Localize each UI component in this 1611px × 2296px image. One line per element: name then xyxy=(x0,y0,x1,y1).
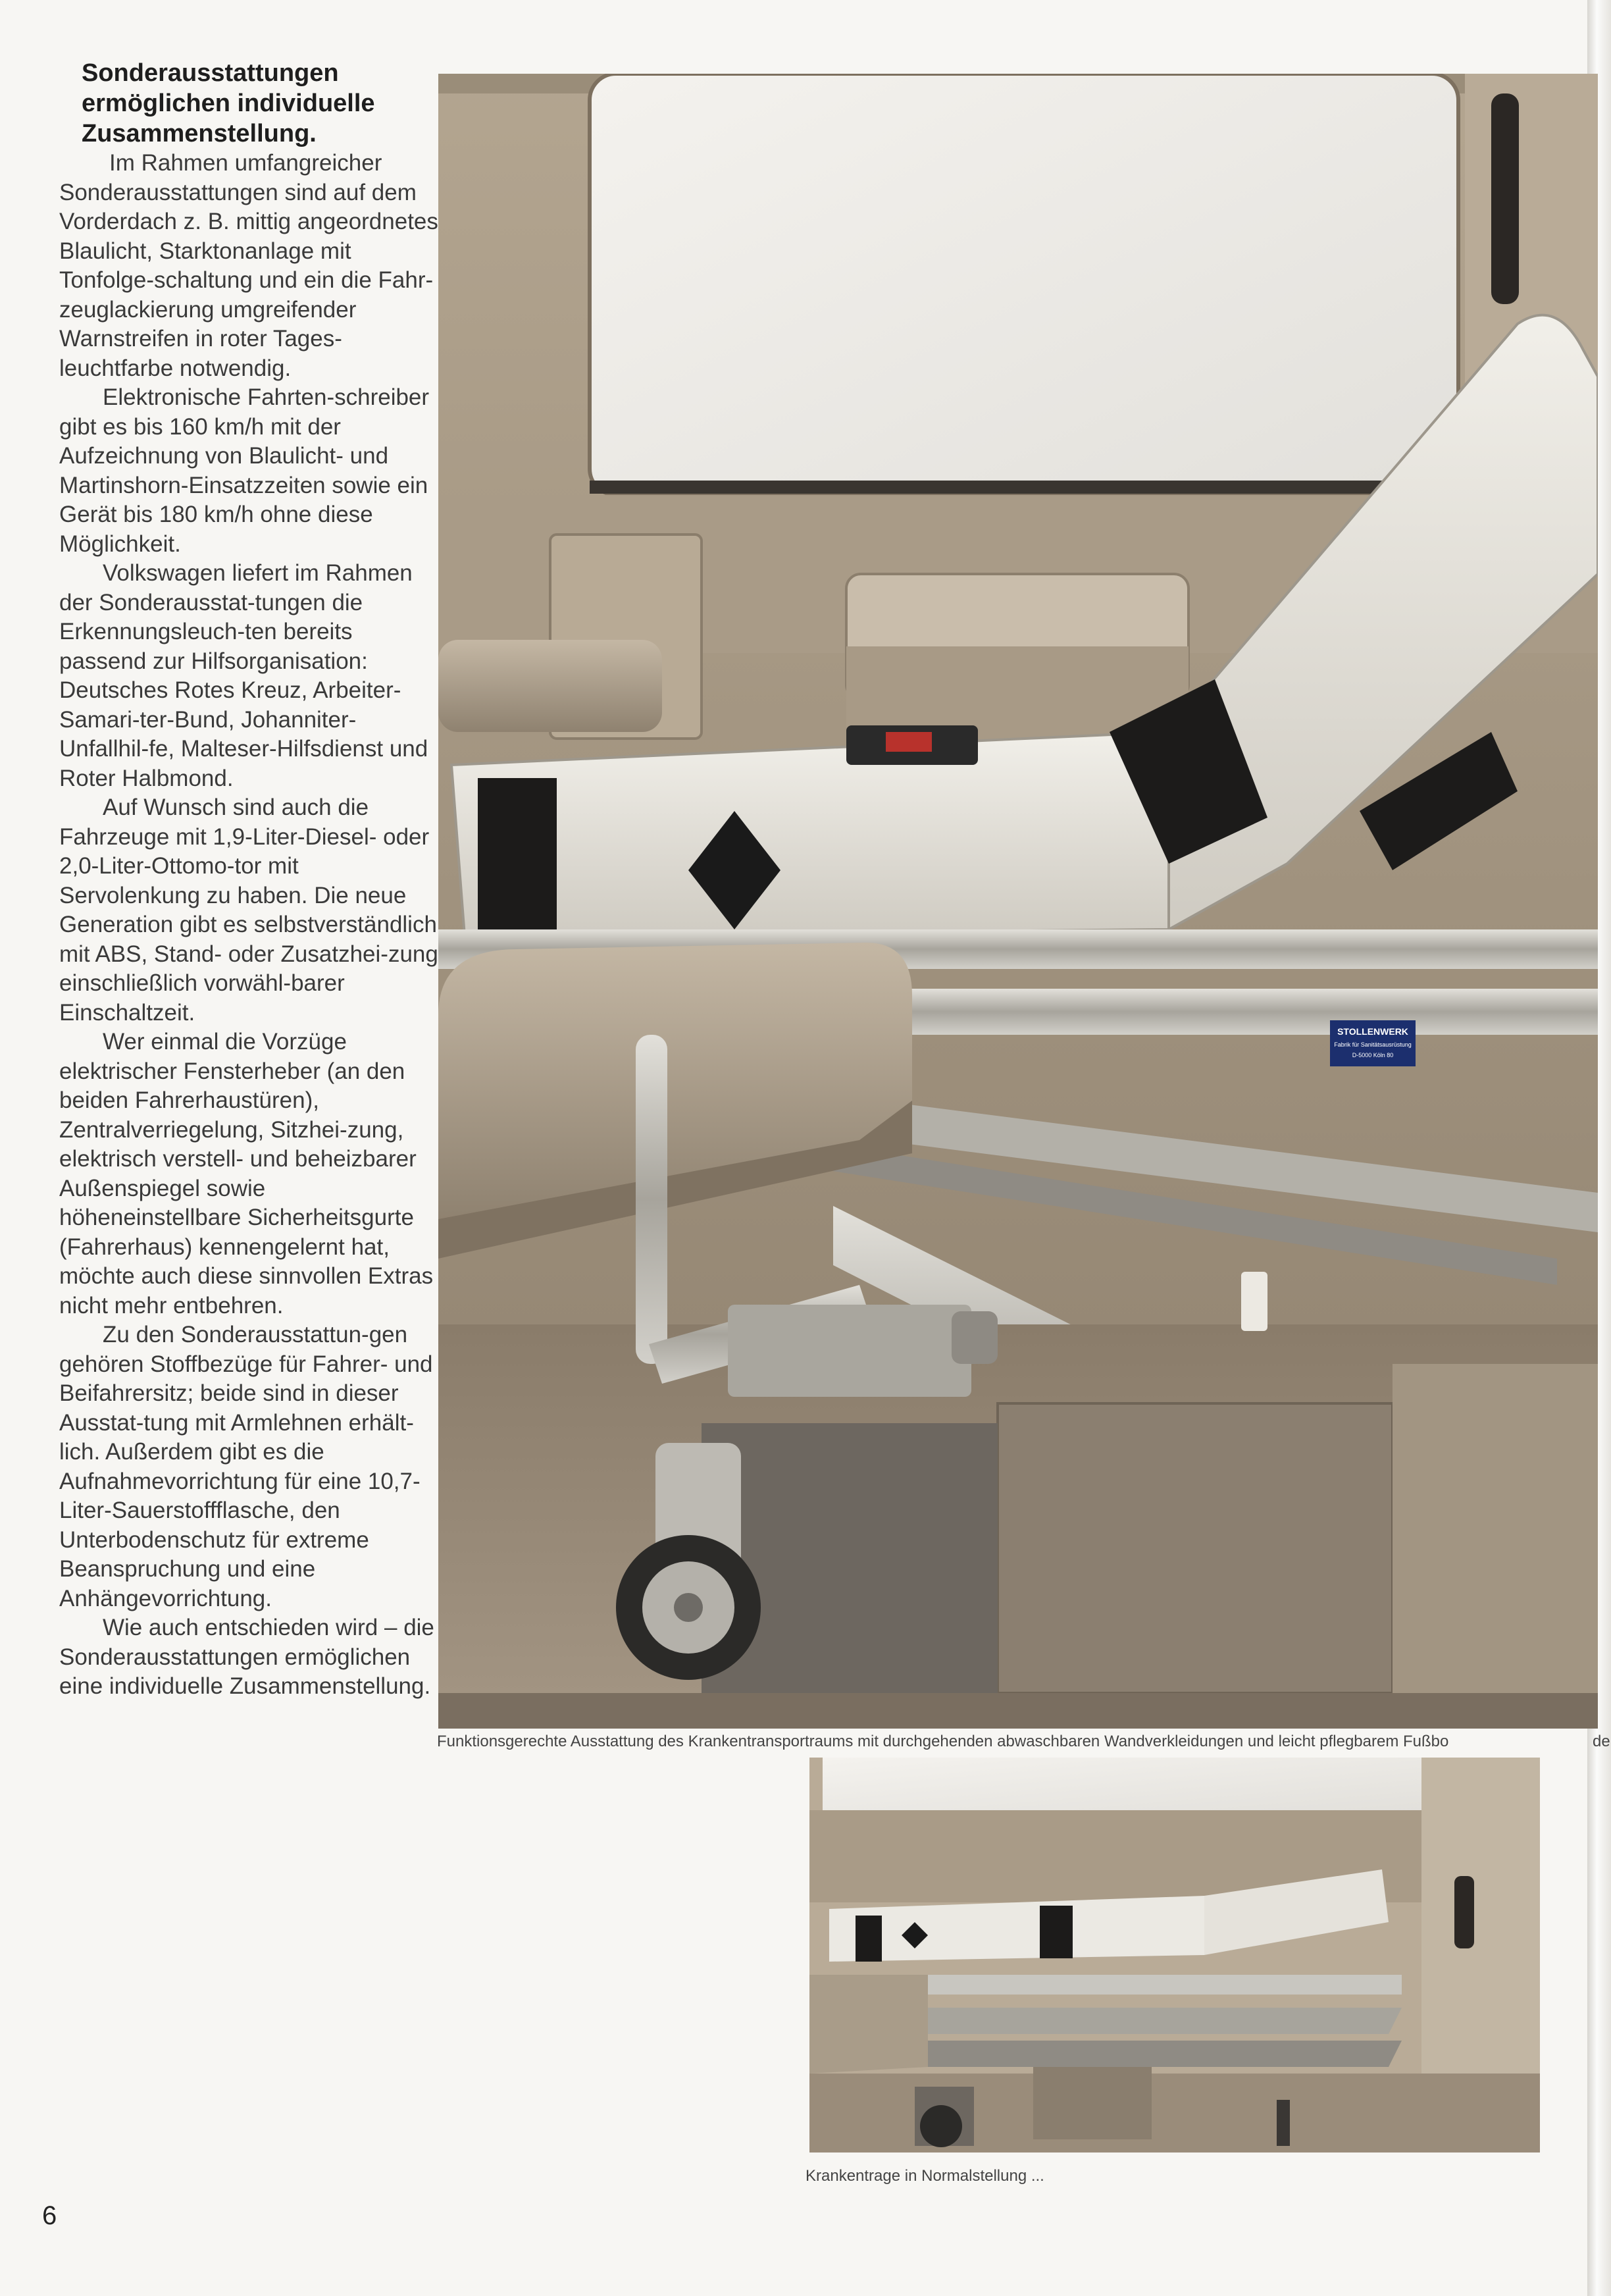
main-photo-caption-continuation: de xyxy=(1593,1733,1610,1750)
article-paragraph: Elektronische Fahrten-schreiber gibt es bis 160 km/h mit der Aufzeichnung von Blaulicht- und Martinshorn-Einsatzzeiten sowie ein Gerät bis 180 km/h ohne diese Möglichkeit. xyxy=(59,384,430,557)
label-line2: D-5000 Köln 80 xyxy=(1352,1052,1394,1058)
stretcher-normal-position-illustration xyxy=(809,1758,1540,2152)
ambulance-interior-illustration xyxy=(438,74,1598,1729)
main-photo xyxy=(438,74,1598,1729)
main-photo-caption: Funktionsgerechte Ausstattung des Krankentransportraums mit durchgehenden abwaschbaren Wandverkleidungen und leicht pflegbarem Fußbo xyxy=(437,1733,1449,1750)
article-paragraph: Volkswagen liefert im Rahmen der Sonderausstat-tungen die Erkennungsleuch-ten bereits passend zur Hilfsorganisation: Deutsches Rotes Kreuz, Arbeiter-Samari-ter-Bund, Johanniter-Unfallhil-fe, Malteser-Hilfsdienst und Roter Halbmond. xyxy=(59,560,428,791)
article-paragraph: Auf Wunsch sind auch die Fahrzeuge mit 1,9-Liter-Diesel- oder 2,0-Liter-Ottomo-tor mit Servolenkung zu haben. Die neue Generation gibt es selbstverständlich mit ABS, Stand- oder Zusatzhei-zung einschließlich vorwähl-barer Einschaltzeit. xyxy=(59,795,438,1026)
article-paragraph: Wer einmal die Vorzüge elektrischer Fensterheber (an den beiden Fahrerhaustüren), Zentralverriegelung, Sitzhei-zung, elektrisch verstell- und beheizbarer Außenspiegel sowie höheneinstellbare Sicherheitsgurte (Fahrerhaus) kennengelernt hat, möchte auch diese sinnvollen Extras nicht mehr entbehren. xyxy=(59,1029,434,1318)
small-photo-caption: Krankentrage in Normalstellung ... xyxy=(806,2167,1044,2185)
article-paragraph: Im Rahmen umfangreicher Sonderausstattungen sind auf dem Vorderdach z. B. mittig angeordnetes Blaulicht, Starktonanlage mit Tonfolge-schaltung und ein die Fahr-zeuglackierung umgreifender Warnstreifen in roter Tages-leuchtfarbe notwendig. xyxy=(59,150,438,381)
small-photo xyxy=(809,1758,1540,2152)
page-number: 6 xyxy=(42,2201,57,2230)
article-headline: Sonderausstattungen ermöglichen individuelle Zusammenstellung. xyxy=(82,59,375,147)
article-paragraph: Zu den Sonderausstattun-gen gehören Stoffbezüge für Fahrer- und Beifahrersitz; beide sind in dieser Ausstat-tung mit Armlehnen erhält-lich. Außerdem gibt es die Aufnahmevorrichtung für eine 10,7-Liter-Sauerstoffflasche, den Unterbodenschutz für extreme Beanspruchung und eine Anhängevorrichtung. xyxy=(59,1322,433,1611)
article-paragraph: Wie auch entschieden wird – die Sonderausstattungen ermöglichen eine individuelle Zusammenstellung. xyxy=(59,1615,434,1699)
label-brand: STOLLENWERK xyxy=(1337,1026,1408,1037)
label-line1: Fabrik für Sanitätsausrüstung xyxy=(1334,1041,1412,1048)
article-column xyxy=(59,58,441,1702)
